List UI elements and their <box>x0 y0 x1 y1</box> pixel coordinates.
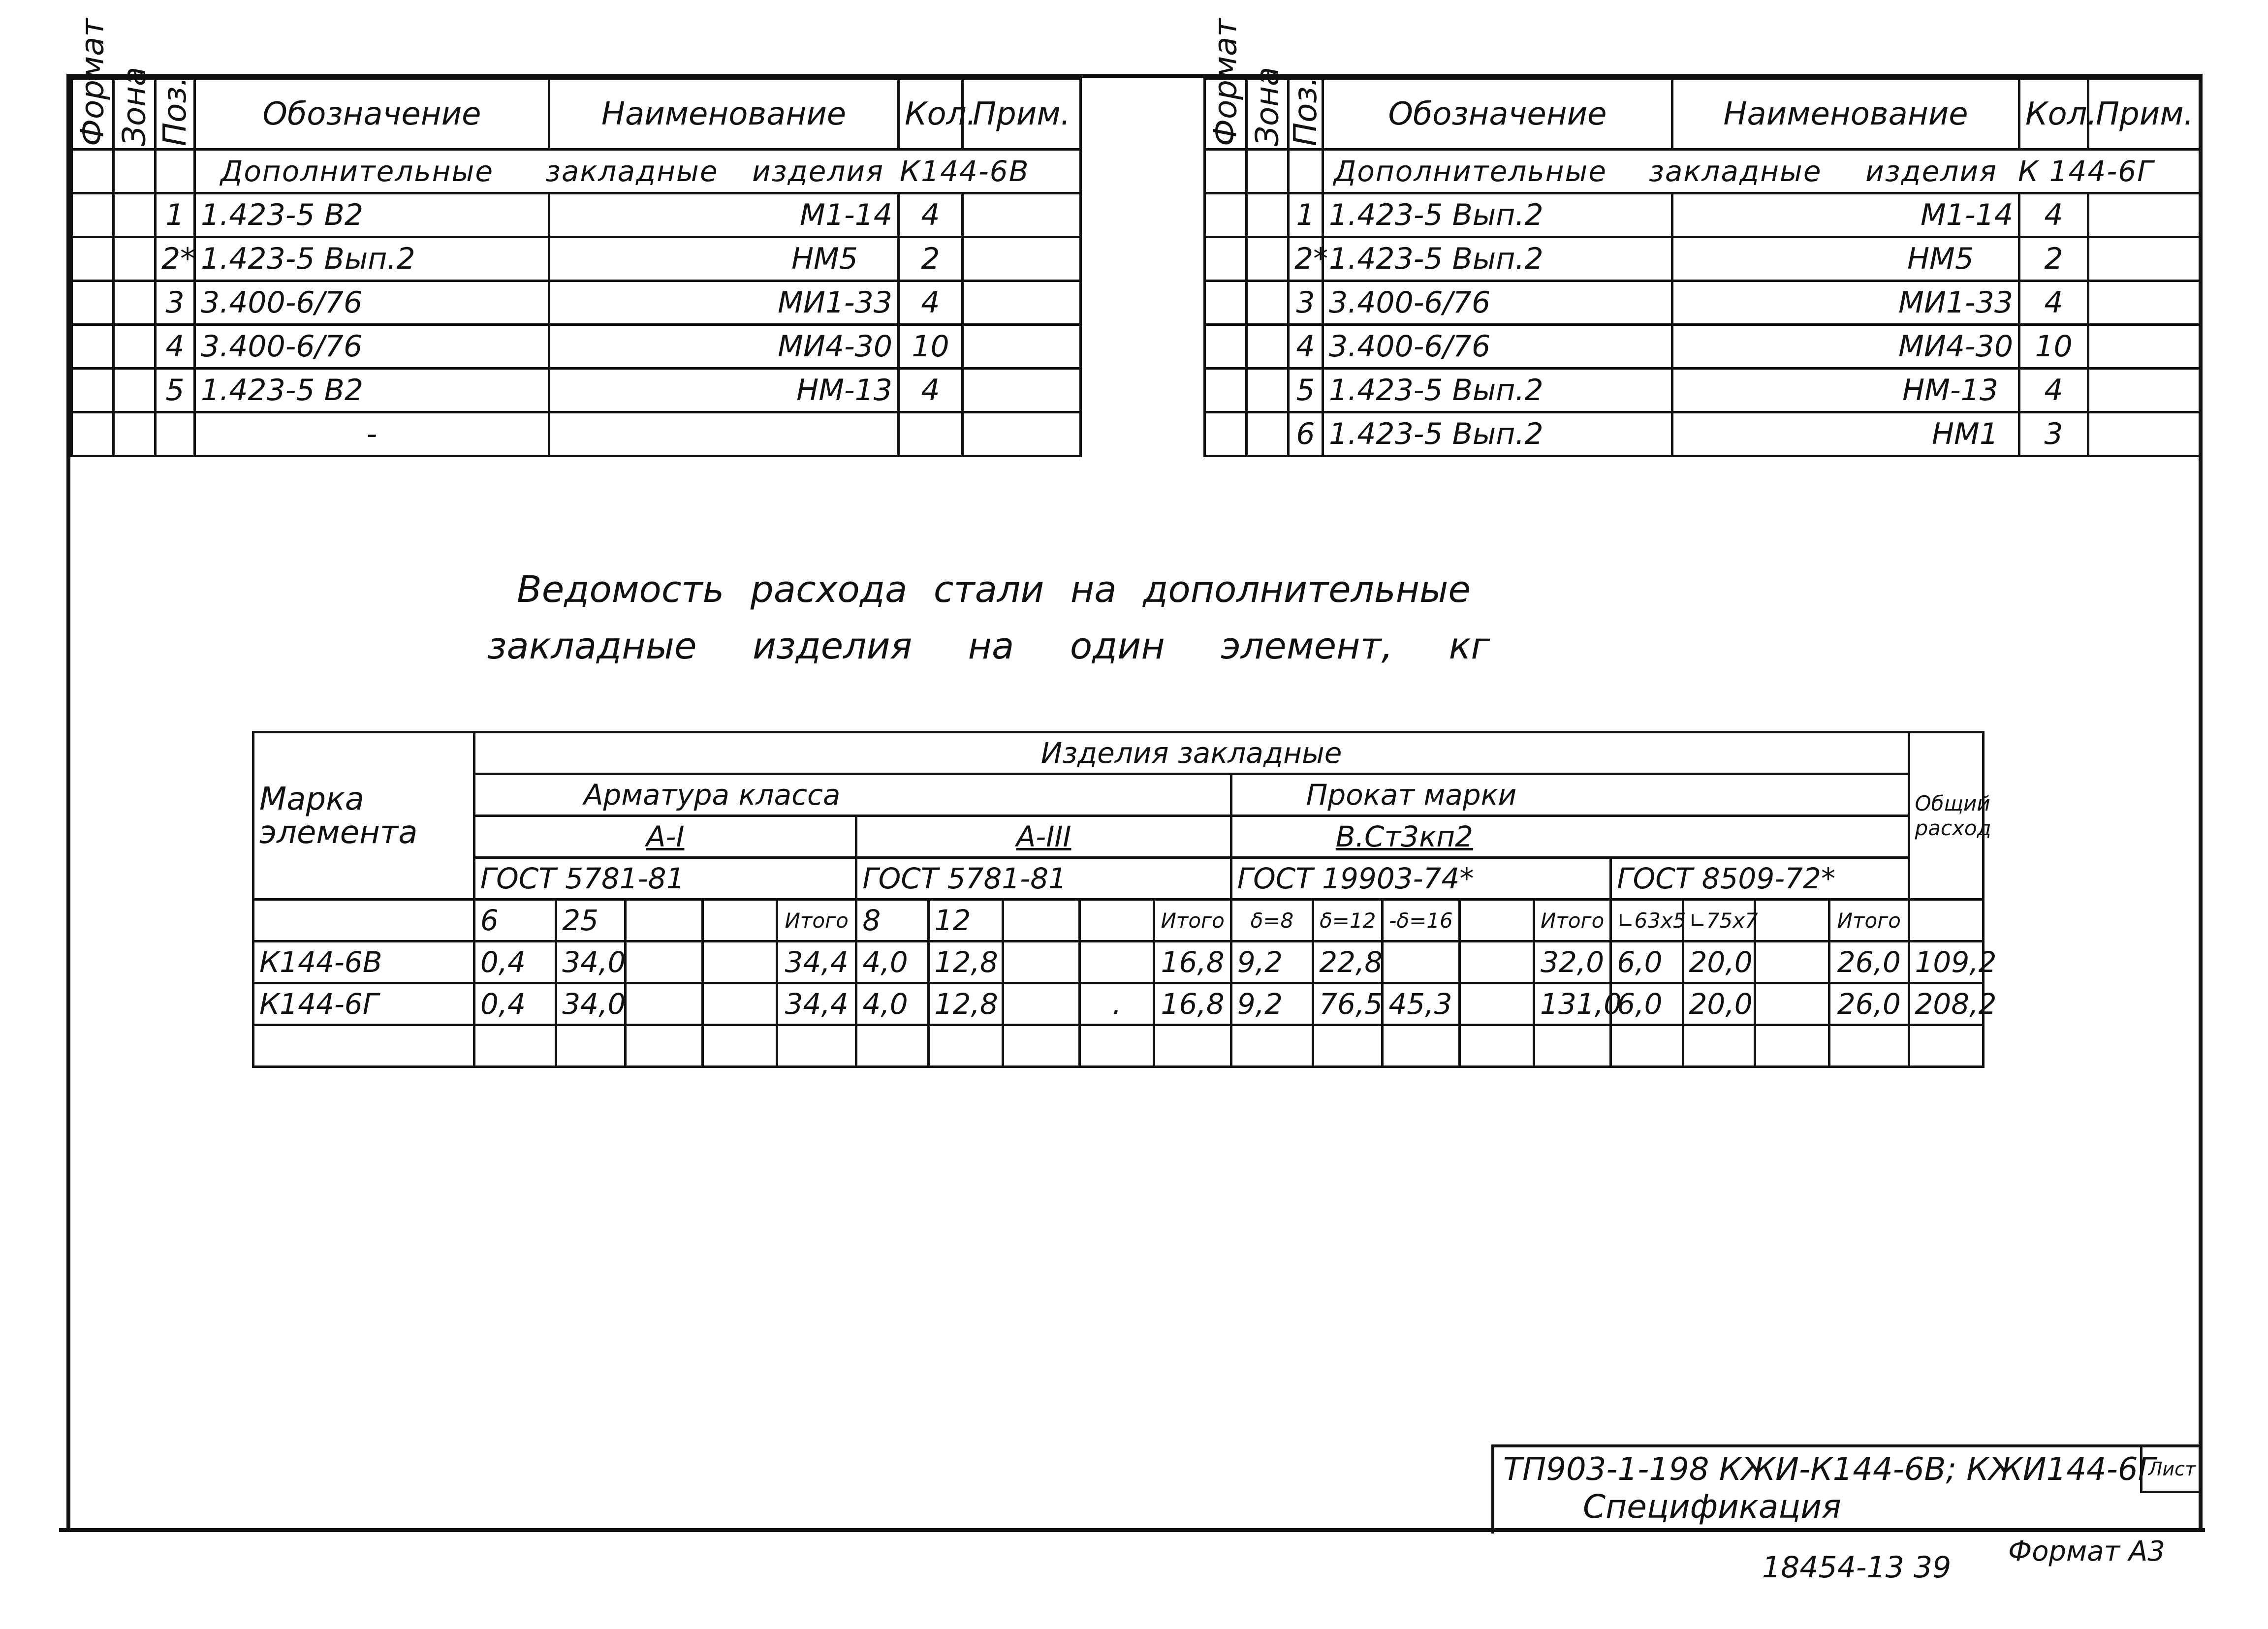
table-row: 6 1.423-5 Вып.2 НМ1 3 <box>1205 412 2202 456</box>
gost-5781-b: ГОСТ 5781-81 <box>856 858 1231 900</box>
inventory-number: 18454-13 39 <box>1762 1550 1952 1585</box>
table-row: 1 1.423-5 Вып.2 М1-14 4 <box>1205 193 2202 237</box>
name-header: Наименование <box>549 79 899 150</box>
gost-19903: ГОСТ 19903-74* <box>1231 858 1611 900</box>
document-name: Спецификация <box>1583 1488 1841 1526</box>
table-row: 3 3.400-6/76 МИ1-33 4 <box>72 281 1081 325</box>
table-row: 3 3.400-6/76 МИ1-33 4 <box>1205 281 2202 325</box>
table-row: 1 1.423-5 В2 М1-14 4 <box>72 193 1081 237</box>
table-row: 2* 1.423-5 Вып.2 НМ5 2 <box>1205 237 2202 281</box>
note-header: Прим. <box>2088 79 2202 150</box>
table-row: 4 3.400-6/76 МИ4-30 10 <box>1205 325 2202 369</box>
format-header: Формат <box>72 79 114 150</box>
gost-5781-a: ГОСТ 5781-81 <box>474 858 856 900</box>
section-title: Дополнительные закладные изделия К 144-6Г <box>1323 150 2202 193</box>
rolled-header: Прокат марки <box>1231 774 1909 816</box>
table-row: 2* 1.423-5 Вып.2 НМ5 2 <box>72 237 1081 281</box>
steel-grade: В.Ст3кп2 <box>1231 816 1909 858</box>
qty-header: Кол. <box>899 79 963 150</box>
table-row: - <box>72 412 1081 456</box>
spec-table-left <box>70 18 1082 457</box>
name-header: Наименование <box>1672 79 2019 150</box>
table-row: 5 1.423-5 В2 НМ-13 4 <box>72 369 1081 412</box>
table-row <box>253 1025 1984 1067</box>
class-aiii: А-III <box>856 816 1231 858</box>
designation-header: Обозначение <box>195 79 549 150</box>
document-code: ТП903-1-198 КЖИ-К144-6В; КЖИ144-6Г <box>1503 1451 2156 1488</box>
frame-left <box>66 74 70 1531</box>
zone-header: Зона <box>114 79 156 150</box>
sheet-label: Лист <box>2140 1447 2202 1493</box>
mark-header: Марка элемента <box>253 732 474 900</box>
format-label: Формат А3 <box>2008 1535 2165 1567</box>
pos-header: Поз. <box>1289 79 1323 150</box>
gost-8509: ГОСТ 8509-72* <box>1611 858 1909 900</box>
steel-title-line2: закладные изделия на один элемент, кг <box>487 625 1490 667</box>
table-row: 4 3.400-6/76 МИ4-30 10 <box>72 325 1081 369</box>
rebar-header: Арматура класса <box>474 774 1231 816</box>
items-header: Изделия закладные <box>474 732 1909 774</box>
title-stamp <box>1491 1444 2202 1534</box>
class-ai: А-I <box>474 816 856 858</box>
designation-header: Обозначение <box>1323 79 1672 150</box>
zone-header: Зона <box>1247 79 1289 150</box>
format-header: Формат <box>1205 79 1247 150</box>
table-row: 5 1.423-5 Вып.2 НМ-13 4 <box>1205 369 2202 412</box>
note-header: Прим. <box>963 79 1081 150</box>
section-title: Дополнительные закладные изделия К144-6В <box>195 150 1081 193</box>
steel-title-line1: Ведомость расхода стали на дополнительные <box>517 568 1471 611</box>
steel-table <box>252 731 1997 1068</box>
pos-header: Поз. <box>156 79 195 150</box>
frame-top <box>66 74 2203 78</box>
spec-table-right <box>1203 18 2203 457</box>
qty-header: Кол. <box>2019 79 2088 150</box>
table-row: К144-6Г 0,4 34,0 34,4 4,0 12,8 . 16,8 9,2 76,5 45,3 131,0 6,0 20,0 26,0 208,2 <box>253 983 1984 1025</box>
table-row: К144-6В 0,4 34,0 34,4 4,0 12,8 16,8 9,2 22,8 32,0 6,0 20,0 26,0 109,2 <box>253 941 1984 983</box>
total-header: Общий расход <box>1909 732 1983 900</box>
subheader-row: 6 25 Итого 8 12 Итого δ=8 δ=12 -δ=16 Итого ∟63х5 ∟75х7 Итого <box>253 900 1984 941</box>
